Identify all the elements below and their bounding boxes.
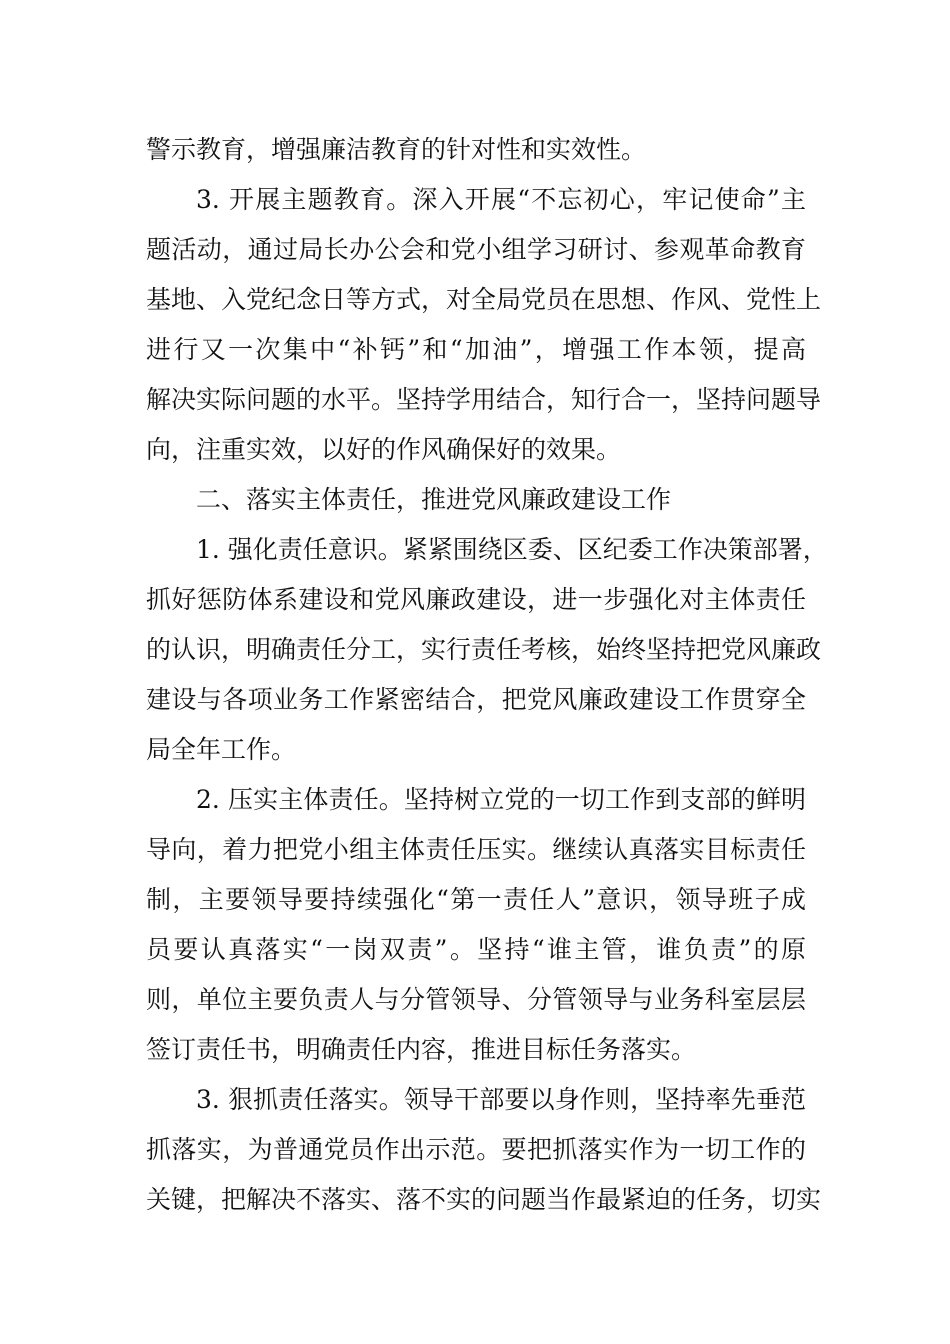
paragraph-line: 关键，把解决不落实、落不实的问题当作最紧迫的任务，切实 — [146, 1185, 822, 1214]
paragraph-line: 员要认真落实“一岗双责”。坚持“谁主管，谁负责”的原 — [146, 935, 806, 964]
paragraph-line: 导向，着力把党小组主体责任压实。继续认真落实目标责任 — [146, 835, 806, 864]
paragraph-line: 3. 狠抓责任落实。领导干部要以身作则，坚持率先垂范 — [196, 1085, 806, 1114]
paragraph-line: 制，主要领导要持续强化“第一责任人”意识，领导班子成 — [146, 885, 806, 914]
paragraph-line: 抓好惩防体系建设和党风廉政建设，进一步强化对主体责任 — [146, 585, 806, 614]
paragraph-line: 向，注重实效，以好的作风确保好的效果。 — [146, 435, 622, 464]
paragraph-line: 则，单位主要负责人与分管领导、分管领导与业务科室层层 — [146, 985, 806, 1014]
paragraph-line: 解决实际问题的水平。坚持学用结合，知行合一，坚持问题导 — [146, 385, 822, 414]
paragraph-line: 抓落实，为普通党员作出示范。要把抓落实作为一切工作的 — [146, 1135, 806, 1164]
section-heading: 二、落实主体责任，推进党风廉政建设工作 — [196, 485, 672, 514]
paragraph-line: 进行又一次集中“补钙”和“加油”，增强工作本领，提高 — [146, 335, 806, 364]
paragraph-line: 基地、入党纪念日等方式，对全局党员在思想、作风、党性上 — [146, 285, 822, 314]
paragraph-line: 签订责任书，明确责任内容，推进目标任务落实。 — [146, 1035, 697, 1064]
paragraph-line: 的认识，明确责任分工，实行责任考核，始终坚持把党风廉政 — [146, 635, 822, 664]
paragraph-line: 局全年工作。 — [146, 735, 297, 764]
paragraph-line: 3. 开展主题教育。深入开展“不忘初心，牢记使命”主 — [196, 185, 806, 214]
paragraph-line: 1. 强化责任意识。紧紧围绕区委、区纪委工作决策部署， — [196, 535, 828, 564]
paragraph-line: 建设与各项业务工作紧密结合，把党风廉政建设工作贯穿全 — [146, 685, 806, 714]
paragraph-line: 2. 压实主体责任。坚持树立党的一切工作到支部的鲜明 — [196, 785, 806, 814]
paragraph-line: 警示教育，增强廉洁教育的针对性和实效性。 — [146, 135, 647, 164]
paragraph-line: 题活动，通过局长办公会和党小组学习研讨、参观革命教育 — [146, 235, 806, 264]
